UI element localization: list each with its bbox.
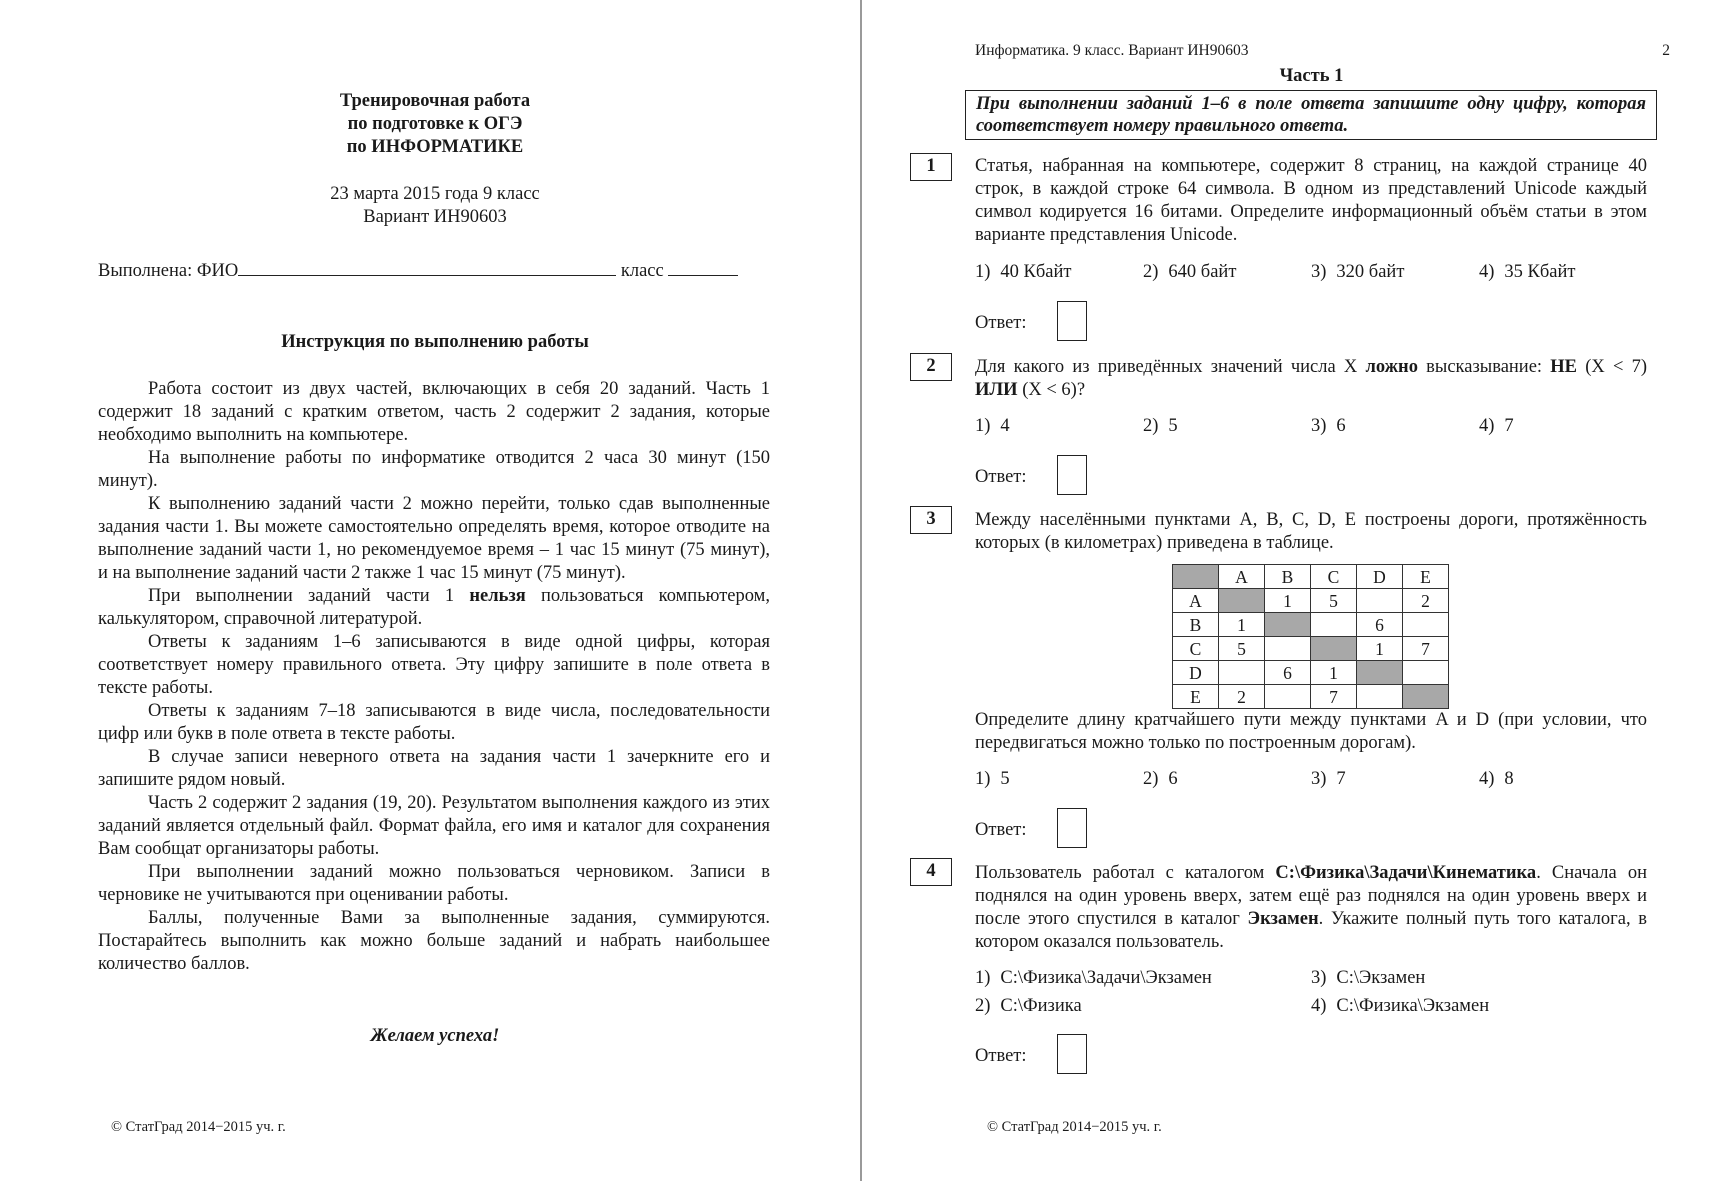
answer-label: Ответ: [975, 467, 1027, 487]
q4-option-1[interactable]: 1) C:\Физика\Задачи\Экзамен [975, 968, 1212, 988]
q4-option-3[interactable]: 3) C:\Экзамен [1311, 968, 1426, 988]
question-3-text: Между населёнными пунктами A, B, C, D, E построены дороги, протяжённость которых (в километрах) приведена в таблице. [975, 510, 1647, 553]
table-row [1173, 661, 1449, 685]
table-cell: 5 [1219, 637, 1265, 661]
table-corner-cell [1173, 565, 1219, 589]
date-variant-block [98, 183, 772, 229]
question-number-4: 4 [910, 858, 952, 886]
table-header-cell: B [1265, 565, 1311, 589]
question-number-1: 1 [910, 153, 952, 181]
table-cell: 6 [1357, 613, 1403, 637]
title-line-2: по подготовке к ОГЭ [347, 114, 523, 134]
table-cell: 1 [1265, 589, 1311, 613]
table-cell [1403, 661, 1449, 685]
table-cell [1311, 613, 1357, 637]
question-3-prompt: Определите длину кратчайшего пути между пунктами A и D (при условии, что передвигаться можно только по построенным дорогам). [975, 710, 1647, 753]
instruction-paragraph: Ответы к заданиям 7–18 записываются в виде числа, последовательности цифр или букв в поле ответа в тексте работы. [98, 701, 770, 744]
q3-option-4[interactable]: 4) 8 [1479, 769, 1514, 789]
q4-option-4[interactable]: 4) C:\Физика\Экзамен [1311, 996, 1490, 1016]
table-cell [1311, 637, 1357, 661]
table-row-label: B [1173, 613, 1219, 637]
table-cell: 2 [1219, 685, 1265, 709]
table-row-label: E [1173, 685, 1219, 709]
footer-copyright: © СтатГрад 2014−2015 уч. г. [987, 1119, 1162, 1135]
instruction-paragraph: На выполнение работы по информатике отводится 2 часа 30 минут (150 минут). [98, 448, 770, 491]
class-field[interactable] [668, 258, 738, 276]
answer-label: Ответ: [975, 1046, 1027, 1066]
answer-label: Ответ: [975, 313, 1027, 333]
p4-text: При выполнении заданий части 1 [148, 586, 470, 606]
table-cell: 1 [1357, 637, 1403, 661]
instruction-paragraph: В случае записи неверного ответа на задания части 1 зачеркните его и запишите рядом новый. [98, 747, 770, 790]
table-row-label: D [1173, 661, 1219, 685]
table-header-cell: E [1403, 565, 1449, 589]
q1-answer-box[interactable] [1057, 301, 1087, 341]
instructions-heading: Инструкция по выполнению работы [281, 332, 589, 352]
q4-option-2[interactable]: 2) C:\Физика [975, 996, 1082, 1016]
q1-option-4[interactable]: 4) 35 Кбайт [1479, 262, 1576, 282]
answer-label: Ответ: [975, 820, 1027, 840]
instruction-paragraph: Часть 2 содержит 2 задания (19, 20). Результатом выполнения каждого из этих заданий является отдельный файл. Формат файла, его имя и каталог для сохранения Вам сообщат организаторы работы. [98, 793, 770, 859]
table-cell [1357, 685, 1403, 709]
table-cell [1265, 685, 1311, 709]
table-row [1173, 613, 1449, 637]
table-cell [1219, 589, 1265, 613]
q3-option-2[interactable]: 2) 6 [1143, 769, 1178, 789]
table-header-cell: D [1357, 565, 1403, 589]
table-row [1173, 637, 1449, 661]
instructions-body [98, 378, 770, 976]
q3-answer-box[interactable] [1057, 808, 1087, 848]
date-line: 23 марта 2015 года 9 класс [330, 184, 540, 204]
table-row [1173, 685, 1449, 709]
table-cell [1265, 637, 1311, 661]
instruction-paragraph: Баллы, полученные Вами за выполненные задания, суммируются. Постарайтесь выполнить как можно больше заданий и набрать наибольшее количество баллов. [98, 908, 770, 974]
title-line-3: по ИНФОРМАТИКЕ [346, 137, 524, 157]
distance-table [1172, 564, 1449, 709]
fio-label: Выполнена: ФИО [98, 261, 239, 281]
part-instruction-box: При выполнении заданий 1–6 в поле ответа запишите одну цифру, которая соответствует номеру правильного ответа. [965, 90, 1657, 140]
title-line-1: Тренировочная работа [339, 91, 531, 111]
table-cell [1403, 685, 1449, 709]
q1-option-1[interactable]: 1) 40 Кбайт [975, 262, 1072, 282]
table-cell: 7 [1311, 685, 1357, 709]
table-header-cell: A [1219, 565, 1265, 589]
table-cell [1403, 613, 1449, 637]
p4-bold: нельзя [469, 586, 526, 606]
q2-answer-box[interactable] [1057, 455, 1087, 495]
class-label: класс [620, 261, 664, 281]
footer-copyright: © СтатГрад 2014−2015 уч. г. [111, 1119, 286, 1135]
document-title [98, 90, 772, 159]
question-number-3: 3 [910, 506, 952, 534]
question-number-2: 2 [910, 353, 952, 381]
q2-option-2[interactable]: 2) 5 [1143, 416, 1178, 436]
table-cell [1357, 589, 1403, 613]
question-1-text: Статья, набранная на компьютере, содержит 8 страниц, на каждой странице 40 строк, в каждой строке 64 символа. В одном из представлений Unicode каждый символ кодируется 16 битами. Определите информационный объём статьи в этом варианте представления Unicode. [975, 156, 1647, 245]
instruction-paragraph: К выполнению заданий части 2 можно перейти, только сдав выполненные задания части 1. Вы можете самостоятельно определять время, которое отводите на выполнение заданий части 1, но рекомендуемое время – 1 час 15 минут (75 минут), и на выполнение заданий части 2 также 1 час 15 минут (75 минут). [98, 494, 770, 583]
page-number: 2 [1662, 42, 1670, 59]
instruction-paragraph: Ответы к заданиям 1–6 записываются в виде одной цифры, которая соответствует номеру правильного ответа. Эту цифру запишите в поле ответа в тексте работы. [98, 632, 770, 698]
good-luck-text: Желаем успеха! [370, 1026, 500, 1046]
table-row-label: A [1173, 589, 1219, 613]
q2-option-1[interactable]: 1) 4 [975, 416, 1010, 436]
q2-option-3[interactable]: 3) 6 [1311, 416, 1346, 436]
instruction-paragraph: Работа состоит из двух частей, включающих в себя 20 заданий. Часть 1 содержит 18 заданий с кратким ответом, часть 2 содержит 2 задания, которые необходимо выполнить на компьютере. [98, 379, 770, 445]
p4-tail: пользоваться компьютером, калькулятором, справочной литературой. [98, 586, 770, 629]
variant-line: Вариант ИН90603 [363, 207, 507, 227]
q1-option-2[interactable]: 2) 640 байт [1143, 262, 1237, 282]
table-header-row [1173, 565, 1449, 589]
table-cell: 5 [1311, 589, 1357, 613]
table-cell [1265, 613, 1311, 637]
q1-option-3[interactable]: 3) 320 байт [1311, 262, 1405, 282]
q2-option-4[interactable]: 4) 7 [1479, 416, 1514, 436]
q3-option-3[interactable]: 3) 7 [1311, 769, 1346, 789]
table-cell: 1 [1219, 613, 1265, 637]
table-cell: 7 [1403, 637, 1449, 661]
question-4-text: Пользователь работал с каталогом C:\Физика\Задачи\Кинематика. Сначала он поднялся на один уровень вверх, затем ещё раз поднялся на один уровень вверх и после этого спустился в каталог Экзамен. Укажите полный путь того каталога, в котором оказался пользователь. [975, 863, 1647, 952]
q4-answer-box[interactable] [1057, 1034, 1087, 1074]
instruction-paragraph: При выполнении заданий можно пользоваться черновиком. Записи в черновике не учитываются при оценивании работы. [98, 862, 770, 905]
table-cell: 1 [1311, 661, 1357, 685]
table-header-cell: C [1311, 565, 1357, 589]
table-cell [1357, 661, 1403, 685]
instruction-paragraph [98, 585, 770, 631]
part-title: Часть 1 [1279, 66, 1344, 86]
table-row-label: C [1173, 637, 1219, 661]
table-cell [1219, 661, 1265, 685]
table-row [1173, 589, 1449, 613]
table-cell: 6 [1265, 661, 1311, 685]
table-cell: 2 [1403, 589, 1449, 613]
q3-option-1[interactable]: 1) 5 [975, 769, 1010, 789]
left-page [0, 0, 860, 1181]
fio-field[interactable] [238, 258, 616, 276]
running-head: Информатика. 9 класс. Вариант ИН90603 [975, 42, 1249, 59]
question-2-text: Для какого из приведённых значений числа X ложно высказывание: НЕ (X < 7) ИЛИ (X < 6)? [975, 357, 1647, 400]
fio-line [98, 258, 738, 282]
